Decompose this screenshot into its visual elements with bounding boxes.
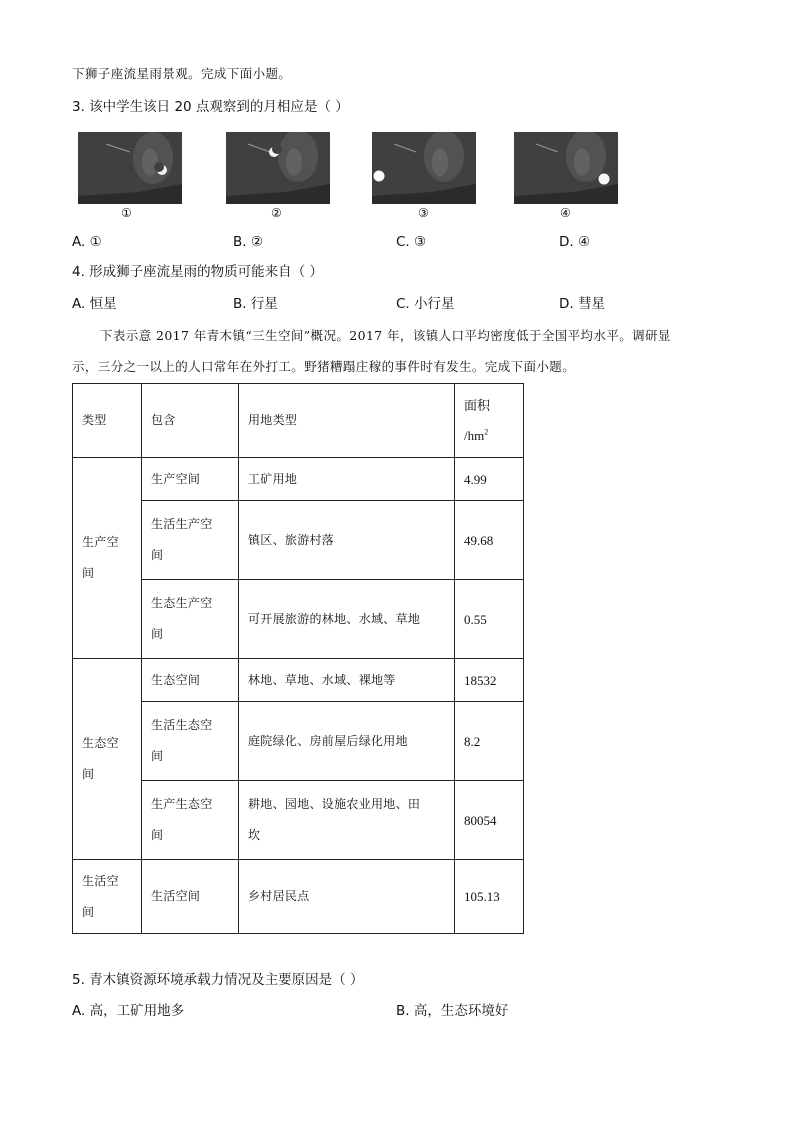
area-cell: 8.2	[455, 702, 524, 781]
include-cell: 生产空间	[142, 458, 239, 501]
header-land-type: 用地类型	[239, 384, 455, 458]
include-cell: 生活生产空 间	[142, 501, 239, 580]
table-row	[73, 458, 524, 501]
land-type-cell: 乡村居民点	[239, 860, 455, 934]
type-production-space: 生产空 间	[73, 458, 142, 659]
q5-option-b: B. 高，生态环境好	[396, 1003, 509, 1019]
night-sky-waxing-crescent-image	[78, 132, 182, 204]
night-sky-waning-crescent-image	[226, 132, 330, 204]
photo-caption-1: ①	[121, 206, 132, 220]
include-cell: 生态空间	[142, 659, 239, 702]
header-area: 面积 $/hm^2$	[455, 384, 524, 458]
type-ecological-space: 生态空 间	[73, 659, 142, 860]
land-type-cell: 工矿用地	[239, 458, 455, 501]
table-header-row	[73, 384, 524, 458]
question-3-stem: 3. 该中学生该日 20 点观察到的月相应是（ ）	[72, 99, 349, 115]
moon-photo-4	[514, 132, 618, 204]
header-type: 类型	[73, 384, 142, 458]
night-sky-full-moon-right-image	[514, 132, 618, 204]
photo-caption-3: ③	[418, 206, 429, 220]
q4-option-a: A. 恒星	[72, 296, 117, 312]
include-cell: 生活空间	[142, 860, 239, 934]
area-cell: 105.13	[455, 860, 524, 934]
header-include: 包含	[142, 384, 239, 458]
q4-option-c: C. 小行星	[396, 296, 455, 312]
land-type-cell: 可开展旅游的林地、水域、草地	[239, 580, 455, 659]
include-cell: 生活生态空 间	[142, 702, 239, 781]
passage-line-1: 下表示意 2017 年青木镇“三生空间”概况。2017 年，该镇人口平均密度低于全国平均水平。调研显	[100, 328, 671, 343]
photo-caption-2: ②	[271, 206, 282, 220]
land-type-cell: 林地、草地、水域、裸地等	[239, 659, 455, 702]
intro-line: 下狮子座流星雨景观。完成下面小题。	[72, 66, 292, 81]
include-cell: 生产生态空 间	[142, 781, 239, 860]
three-spaces-table	[72, 383, 524, 934]
area-cell: 18532	[455, 659, 524, 702]
area-cell: 80054	[455, 781, 524, 860]
area-cell: 49.68	[455, 501, 524, 580]
moon-photo-3	[372, 132, 476, 204]
land-type-cell: 庭院绿化、房前屋后绿化用地	[239, 702, 455, 781]
q3-option-d: D. ④	[559, 234, 591, 250]
night-sky-full-moon-left-image	[372, 132, 476, 204]
q4-option-d: D. 彗星	[559, 296, 605, 312]
moon-photo-2	[226, 132, 330, 204]
table-row	[73, 860, 524, 934]
type-living-space: 生活空 间	[73, 860, 142, 934]
land-type-cell: 镇区、旅游村落	[239, 501, 455, 580]
q3-option-c: C. ③	[396, 234, 427, 250]
land-type-cell: 耕地、园地、设施农业用地、田 坎	[239, 781, 455, 860]
q4-option-b: B. 行星	[233, 296, 278, 312]
q3-option-b: B. ②	[233, 234, 263, 250]
q5-option-a: A. 高，工矿用地多	[72, 1003, 185, 1019]
question-4-stem: 4. 形成狮子座流星雨的物质可能来自（ ）	[72, 264, 323, 280]
q3-option-a: A. ①	[72, 234, 102, 250]
include-cell: 生态生产空 间	[142, 580, 239, 659]
table-row	[73, 659, 524, 702]
area-cell: 0.55	[455, 580, 524, 659]
passage-line-2: 示，三分之一以上的人口常年在外打工。野猪糟蹋庄稼的事件时有发生。完成下面小题。	[72, 359, 576, 374]
photo-caption-4: ④	[560, 206, 571, 220]
area-cell: 4.99	[455, 458, 524, 501]
question-5-stem: 5. 青木镇资源环境承载力情况及主要原因是（ ）	[72, 972, 364, 988]
moon-photo-1	[78, 132, 182, 204]
